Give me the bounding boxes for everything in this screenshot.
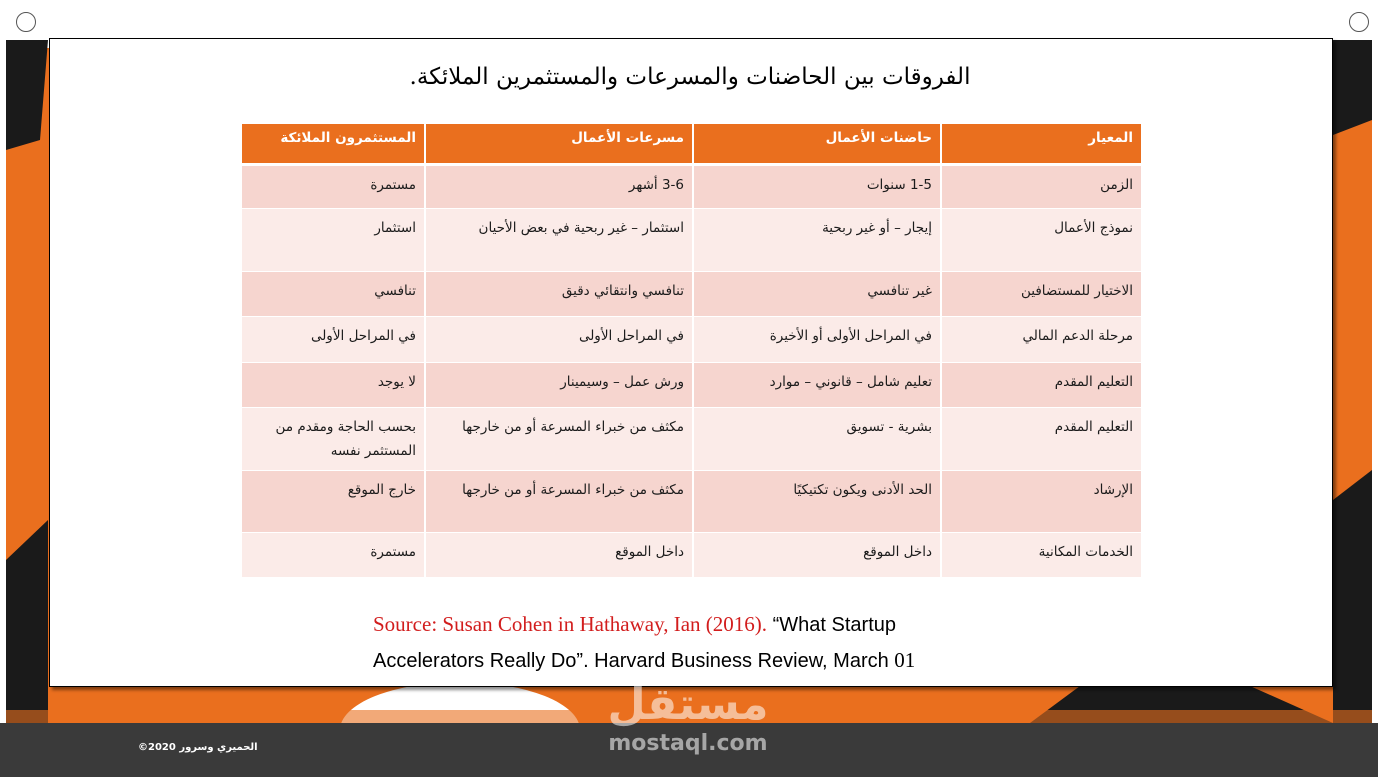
table-cell: بحسب الحاجة ومقدم من المستثمر نفسه xyxy=(242,407,425,470)
table-cell: مكثف من خبراء المسرعة أو من خارجها xyxy=(425,470,693,532)
resize-handle-top-right[interactable] xyxy=(1349,12,1369,32)
table-cell: في المراحل الأولى xyxy=(425,316,693,362)
table-cell: تعليم شامل – قانوني – موارد xyxy=(693,362,941,407)
table-cell: غير تنافسي xyxy=(693,271,941,316)
watermark-arabic: مستقل xyxy=(607,679,769,730)
source-quote-start: “What Startup xyxy=(772,614,897,636)
source-citation xyxy=(373,607,1053,679)
table-header-row xyxy=(242,124,1141,164)
resize-handle-top-left[interactable] xyxy=(16,12,36,32)
table-cell: في المراحل الأولى أو الأخيرة xyxy=(693,316,941,362)
header-incubators: حاضنات الأعمال xyxy=(693,124,941,164)
table-cell: التعليم المقدم xyxy=(941,362,1141,407)
table-cell: الخدمات المكانية xyxy=(941,532,1141,577)
table-cell: الاختيار للمستضافين xyxy=(941,271,1141,316)
table-cell: تنافسي وانتقائي دقيق xyxy=(425,271,693,316)
table-cell: مستمرة xyxy=(242,164,425,208)
table-cell: الإرشاد xyxy=(941,470,1141,532)
table-cell: تنافسي xyxy=(242,271,425,316)
table-row xyxy=(242,271,1141,316)
table-row xyxy=(242,407,1141,470)
comparison-table xyxy=(242,124,1141,577)
table-cell: 3-6 أشهر xyxy=(425,164,693,208)
watermark-latin: mostaql.com xyxy=(608,731,768,756)
header-criterion: المعيار xyxy=(941,124,1141,164)
table-row xyxy=(242,208,1141,271)
table-cell: إيجار – أو غير ربحية xyxy=(693,208,941,271)
table-cell: التعليم المقدم xyxy=(941,407,1141,470)
table-cell: مستمرة xyxy=(242,532,425,577)
table-cell: استثمار – غير ربحية في بعض الأحيان xyxy=(425,208,693,271)
table-cell: استثمار xyxy=(242,208,425,271)
table-cell: ورش عمل – وسيمينار xyxy=(425,362,693,407)
table-cell: نموذج الأعمال xyxy=(941,208,1141,271)
table-row xyxy=(242,532,1141,577)
mostaql-watermark xyxy=(600,679,776,756)
table-cell: الحد الأدنى ويكون تكتيكيًا xyxy=(693,470,941,532)
header-angel-investors: المستثمرون الملائكة xyxy=(242,124,425,164)
table-row xyxy=(242,316,1141,362)
copyright-text: ©الحميري وسرور 2020 xyxy=(138,742,258,753)
table-cell: مكثف من خبراء المسرعة أو من خارجها xyxy=(425,407,693,470)
table-cell: 1-5 سنوات xyxy=(693,164,941,208)
table-row xyxy=(242,164,1141,208)
table-cell: مرحلة الدعم المالي xyxy=(941,316,1141,362)
table-cell: داخل الموقع xyxy=(693,532,941,577)
source-author: Source: Susan Cohen in Hathaway, Ian (2016). xyxy=(373,612,768,636)
table-cell: في المراحل الأولى xyxy=(242,316,425,362)
header-accelerators: مسرعات الأعمال xyxy=(425,124,693,164)
table-cell: لا يوجد xyxy=(242,362,425,407)
source-day: 01 xyxy=(894,648,916,672)
source-line-2 xyxy=(373,643,1053,679)
source-line-1 xyxy=(373,607,1053,643)
table-cell: داخل الموقع xyxy=(425,532,693,577)
table-row xyxy=(242,362,1141,407)
table-cell: الزمن xyxy=(941,164,1141,208)
table-row xyxy=(242,470,1141,532)
table-cell: خارج الموقع xyxy=(242,470,425,532)
slide-title: الفروقات بين الحاضنات والمسرعات والمستثمرين الملائكة. xyxy=(409,64,971,90)
source-publication: Accelerators Really Do”. Harvard Business Review, March xyxy=(373,650,889,672)
table-cell: بشرية - تسويق xyxy=(693,407,941,470)
